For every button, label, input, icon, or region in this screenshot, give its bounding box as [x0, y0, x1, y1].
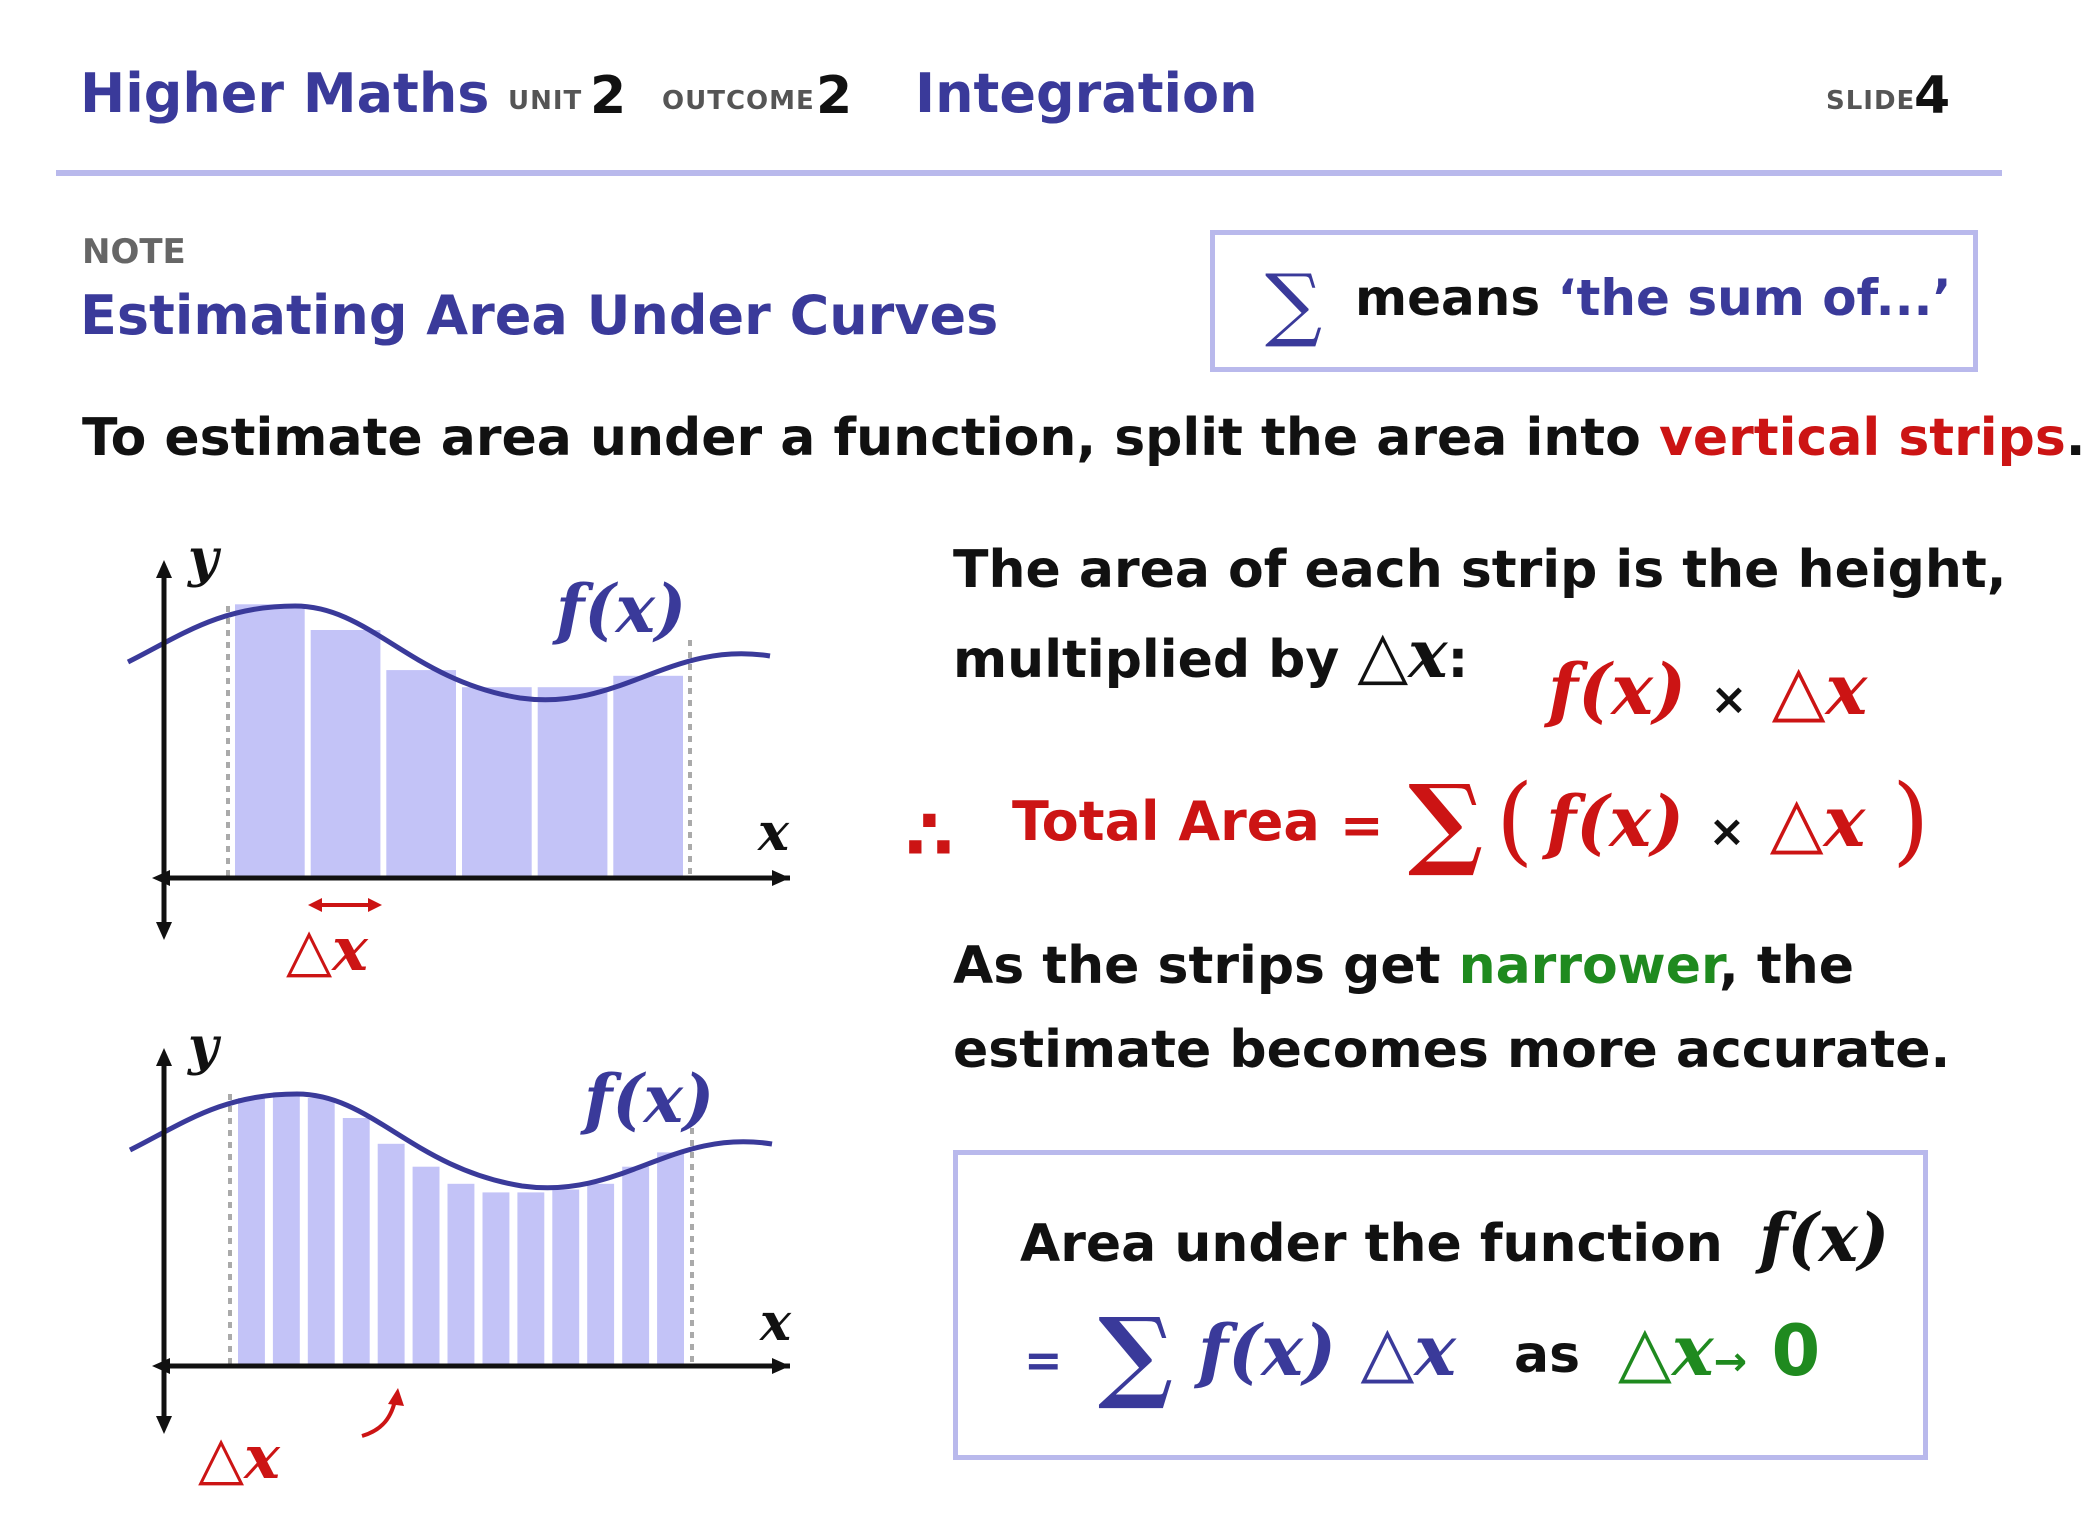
final-fx: f(x): [1198, 1309, 1337, 1392]
strip-area-line1: The area of each strip is the height,: [953, 540, 2007, 600]
bottom-strip: [517, 1192, 544, 1364]
outcome-number: 2: [816, 66, 853, 126]
total-sigma: ∑: [1408, 762, 1484, 880]
top-strip: [538, 687, 608, 876]
final-as: as: [1514, 1325, 1581, 1385]
final-limit-dx: △x: [1618, 1309, 1714, 1392]
header-rule: [56, 170, 2002, 176]
final-equals: =: [1024, 1333, 1063, 1387]
sigma-meaning: ‘the sum of...’: [1557, 269, 1952, 327]
bottom-strip: [622, 1167, 649, 1364]
final-dx: △x: [1360, 1309, 1457, 1392]
intro-highlight: vertical strips: [1659, 408, 2066, 468]
narrow-line1: [953, 924, 1854, 1008]
bottom-strip: [308, 1098, 335, 1364]
bottom-strip: [587, 1184, 614, 1364]
top-strip: [311, 630, 381, 876]
top-y-label: y: [188, 528, 219, 589]
top-strip: [386, 670, 456, 876]
graph-narrow-strips: [100, 1016, 800, 1498]
outcome-label: OUTCOME: [662, 86, 815, 116]
final-limit: [1618, 1309, 1820, 1392]
bottom-strip: [483, 1192, 510, 1364]
bottom-strip: [238, 1098, 265, 1364]
intro-text: To estimate area under a function, split the area into: [82, 408, 1659, 468]
intro-sentence: [82, 408, 2086, 468]
total-fx: f(x): [1546, 780, 1685, 863]
final-limit-zero: 0: [1771, 1310, 1821, 1392]
bottom-dx-pointer-head: [388, 1388, 404, 1406]
course-title: Higher Maths: [80, 62, 490, 125]
bottom-strip: [657, 1152, 684, 1364]
note-label: NOTE: [82, 232, 186, 272]
graph-wide-strips: [100, 528, 800, 990]
final-formula: [1198, 1309, 1456, 1392]
total-equals: =: [1340, 796, 1384, 856]
topic-title: Integration: [915, 62, 1258, 125]
therefore-symbol: ∴: [905, 794, 954, 876]
bottom-y-label: y: [188, 1016, 219, 1077]
strip-colon: :: [1447, 630, 1469, 690]
sigma-symbol: ∑: [1265, 257, 1323, 350]
total-area-label: Total Area: [1012, 790, 1320, 853]
top-strip: [235, 604, 305, 876]
top-function-label: f(x): [556, 570, 687, 648]
top-dx-arrow-right: [368, 898, 382, 912]
total-open-paren: (: [1496, 764, 1534, 876]
strip-formula-dx: △x: [1771, 648, 1868, 731]
strip-area-line2-text: multiplied by: [953, 630, 1340, 690]
strip-formula-fx: f(x): [1548, 648, 1687, 731]
bottom-y-arrow-up: [156, 1048, 172, 1066]
strip-formula: [1548, 648, 1867, 731]
bottom-function-label: f(x): [584, 1060, 715, 1138]
unit-label: UNIT: [508, 86, 583, 116]
top-x-arrow-left: [152, 870, 170, 886]
top-x-arrow-right: [772, 870, 790, 886]
unit-number: 2: [590, 66, 627, 126]
bottom-strip: [343, 1118, 370, 1364]
bottom-strip: [448, 1184, 475, 1364]
total-formula: [1546, 780, 1865, 863]
top-x-label: x: [758, 802, 790, 863]
final-line1: [1020, 1199, 1889, 1277]
bottom-strip: [413, 1167, 440, 1364]
top-y-arrow-up: [156, 560, 172, 578]
slide-number: 4: [1914, 66, 1951, 126]
bottom-y-arrow-down: [156, 1416, 172, 1434]
bottom-x-label: x: [760, 1292, 792, 1353]
total-times: ×: [1708, 806, 1746, 857]
bottom-x-arrow-right: [772, 1358, 790, 1374]
narrow-line1-start: As the strips get: [953, 936, 1459, 996]
top-dx-arrow-left: [308, 898, 322, 912]
narrow-line1-end: , the: [1719, 936, 1855, 996]
final-line1-text: Area under the function: [1020, 1214, 1723, 1274]
narrow-line2: estimate becomes more accurate.: [953, 1020, 1951, 1080]
note-title: Estimating Area Under Curves: [80, 284, 999, 347]
top-strip: [462, 687, 532, 876]
sigma-definition: [1355, 269, 1952, 327]
final-sigma: ∑: [1098, 1295, 1174, 1413]
final-fx-label: f(x): [1759, 1199, 1890, 1277]
intro-end: .: [2065, 408, 2086, 468]
sigma-definition-box: [1210, 230, 1978, 372]
strip-formula-times: ×: [1710, 674, 1748, 725]
sigma-means: means: [1355, 269, 1541, 327]
strip-dx: △x: [1357, 615, 1448, 693]
slide-label: SLIDE: [1826, 86, 1916, 116]
bottom-strip: [552, 1190, 579, 1365]
bottom-strip: [378, 1144, 405, 1364]
total-close-paren: ): [1892, 764, 1930, 876]
top-strip: [613, 676, 683, 876]
strip-area-line2: [953, 612, 1468, 702]
final-limit-arrow: →: [1713, 1339, 1748, 1385]
top-dx-label: △x: [286, 915, 368, 985]
total-dx: △x: [1769, 780, 1866, 863]
bottom-x-arrow-left: [152, 1358, 170, 1374]
bottom-dx-label: △x: [198, 1423, 280, 1493]
narrow-highlight: narrower: [1458, 936, 1719, 996]
bottom-strip: [273, 1092, 300, 1364]
top-y-arrow-down: [156, 922, 172, 940]
final-result-box: [953, 1150, 1928, 1460]
